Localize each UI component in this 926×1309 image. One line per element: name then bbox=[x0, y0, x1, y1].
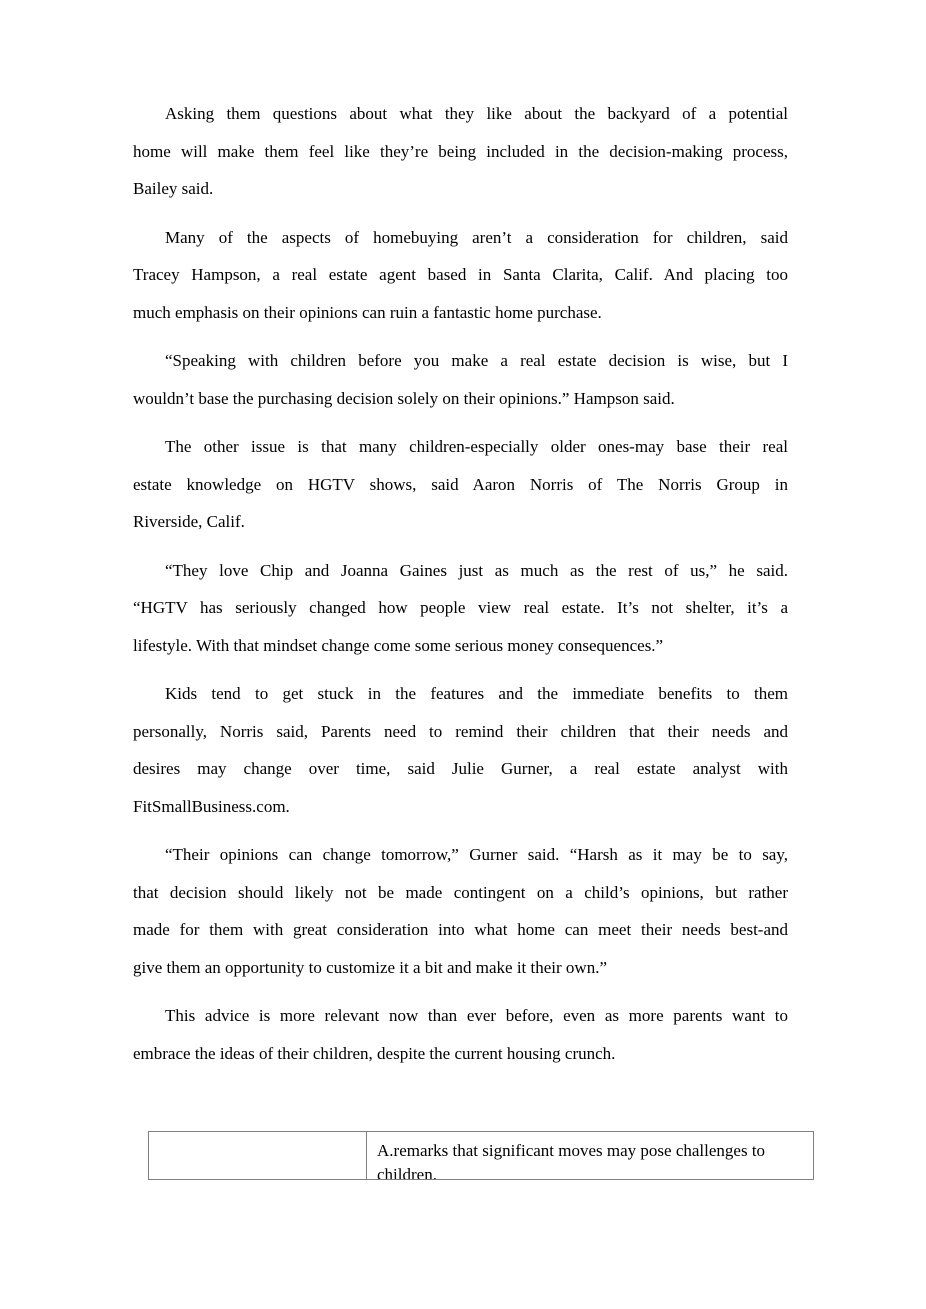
text-line: home will make them feel like they’re being included in the decision-making process, bbox=[133, 141, 788, 161]
text-line: give them an opportunity to customize it a bit and make it their own.” bbox=[133, 957, 607, 977]
text-line: “They love Chip and Joanna Gaines just as much as the rest of us,” he said. bbox=[165, 560, 788, 580]
text-line: much emphasis on their opinions can ruin a fantastic home purchase. bbox=[133, 302, 602, 322]
text-line: made for them with great consideration into what home can meet their needs best-and bbox=[133, 920, 788, 939]
paragraph-4 bbox=[133, 428, 788, 541]
text-line: personally, Norris said, Parents need to remind their children that their needs and bbox=[133, 721, 788, 741]
matching-options-table bbox=[148, 1131, 814, 1180]
table-cell-blank bbox=[149, 1132, 367, 1179]
text-line: wouldn’t base the purchasing decision solely on their opinions.” Hampson said. bbox=[133, 388, 675, 408]
table-row bbox=[149, 1132, 813, 1179]
text-line: Riverside, Calif. bbox=[133, 512, 245, 531]
text-line: FitSmallBusiness.com. bbox=[133, 796, 290, 816]
text-line: lifestyle. With that mindset change come some serious money consequences.” bbox=[133, 635, 664, 655]
text-line: This advice is more relevant now than ever before, even as more parents want to bbox=[165, 1006, 788, 1025]
paragraph-5 bbox=[133, 552, 788, 665]
text-line: desires may change over time, said Julie Gurner, a real estate analyst with bbox=[133, 759, 788, 778]
text-line: Tracey Hampson, a real estate agent based in Santa Clarita, Calif. And placing too bbox=[133, 265, 788, 284]
text-line: “Speaking with children before you make a real estate decision is wise, but I bbox=[165, 351, 788, 370]
paragraph-6 bbox=[133, 675, 788, 825]
text-line: Many of the aspects of homebuying aren’t a consideration for children, said bbox=[165, 227, 788, 247]
text-line: “Their opinions can change tomorrow,” Gurner said. “Harsh as it may be to say, bbox=[165, 845, 788, 864]
text-line: Bailey said. bbox=[133, 179, 214, 198]
text-line: that decision should likely not be made contingent on a child’s opinions, but rather bbox=[133, 882, 788, 902]
text-line: Asking them questions about what they like about the backyard of a potential bbox=[165, 104, 788, 123]
text-line: embrace the ideas of their children, despite the current housing crunch. bbox=[133, 1043, 616, 1063]
paragraph-2 bbox=[133, 219, 788, 332]
option-text-line: A.remarks that significant moves may pose challenges to bbox=[377, 1141, 766, 1160]
paragraph-7 bbox=[133, 836, 788, 986]
paragraph-3 bbox=[133, 342, 788, 417]
paragraph-1 bbox=[133, 95, 788, 208]
text-line: Kids tend to get stuck in the features and the immediate benefits to them bbox=[165, 684, 788, 703]
text-line: estate knowledge on HGTV shows, said Aaron Norris of The Norris Group in bbox=[133, 474, 788, 494]
option-text-line: children. bbox=[377, 1165, 437, 1179]
article-body bbox=[133, 95, 788, 1083]
text-line: “HGTV has seriously changed how people view real estate. It’s not shelter, it’s a bbox=[133, 598, 788, 617]
table-cell-option-a bbox=[367, 1132, 813, 1179]
text-line: The other issue is that many children-especially older ones-may base their real bbox=[165, 437, 788, 456]
paragraph-8 bbox=[133, 997, 788, 1072]
